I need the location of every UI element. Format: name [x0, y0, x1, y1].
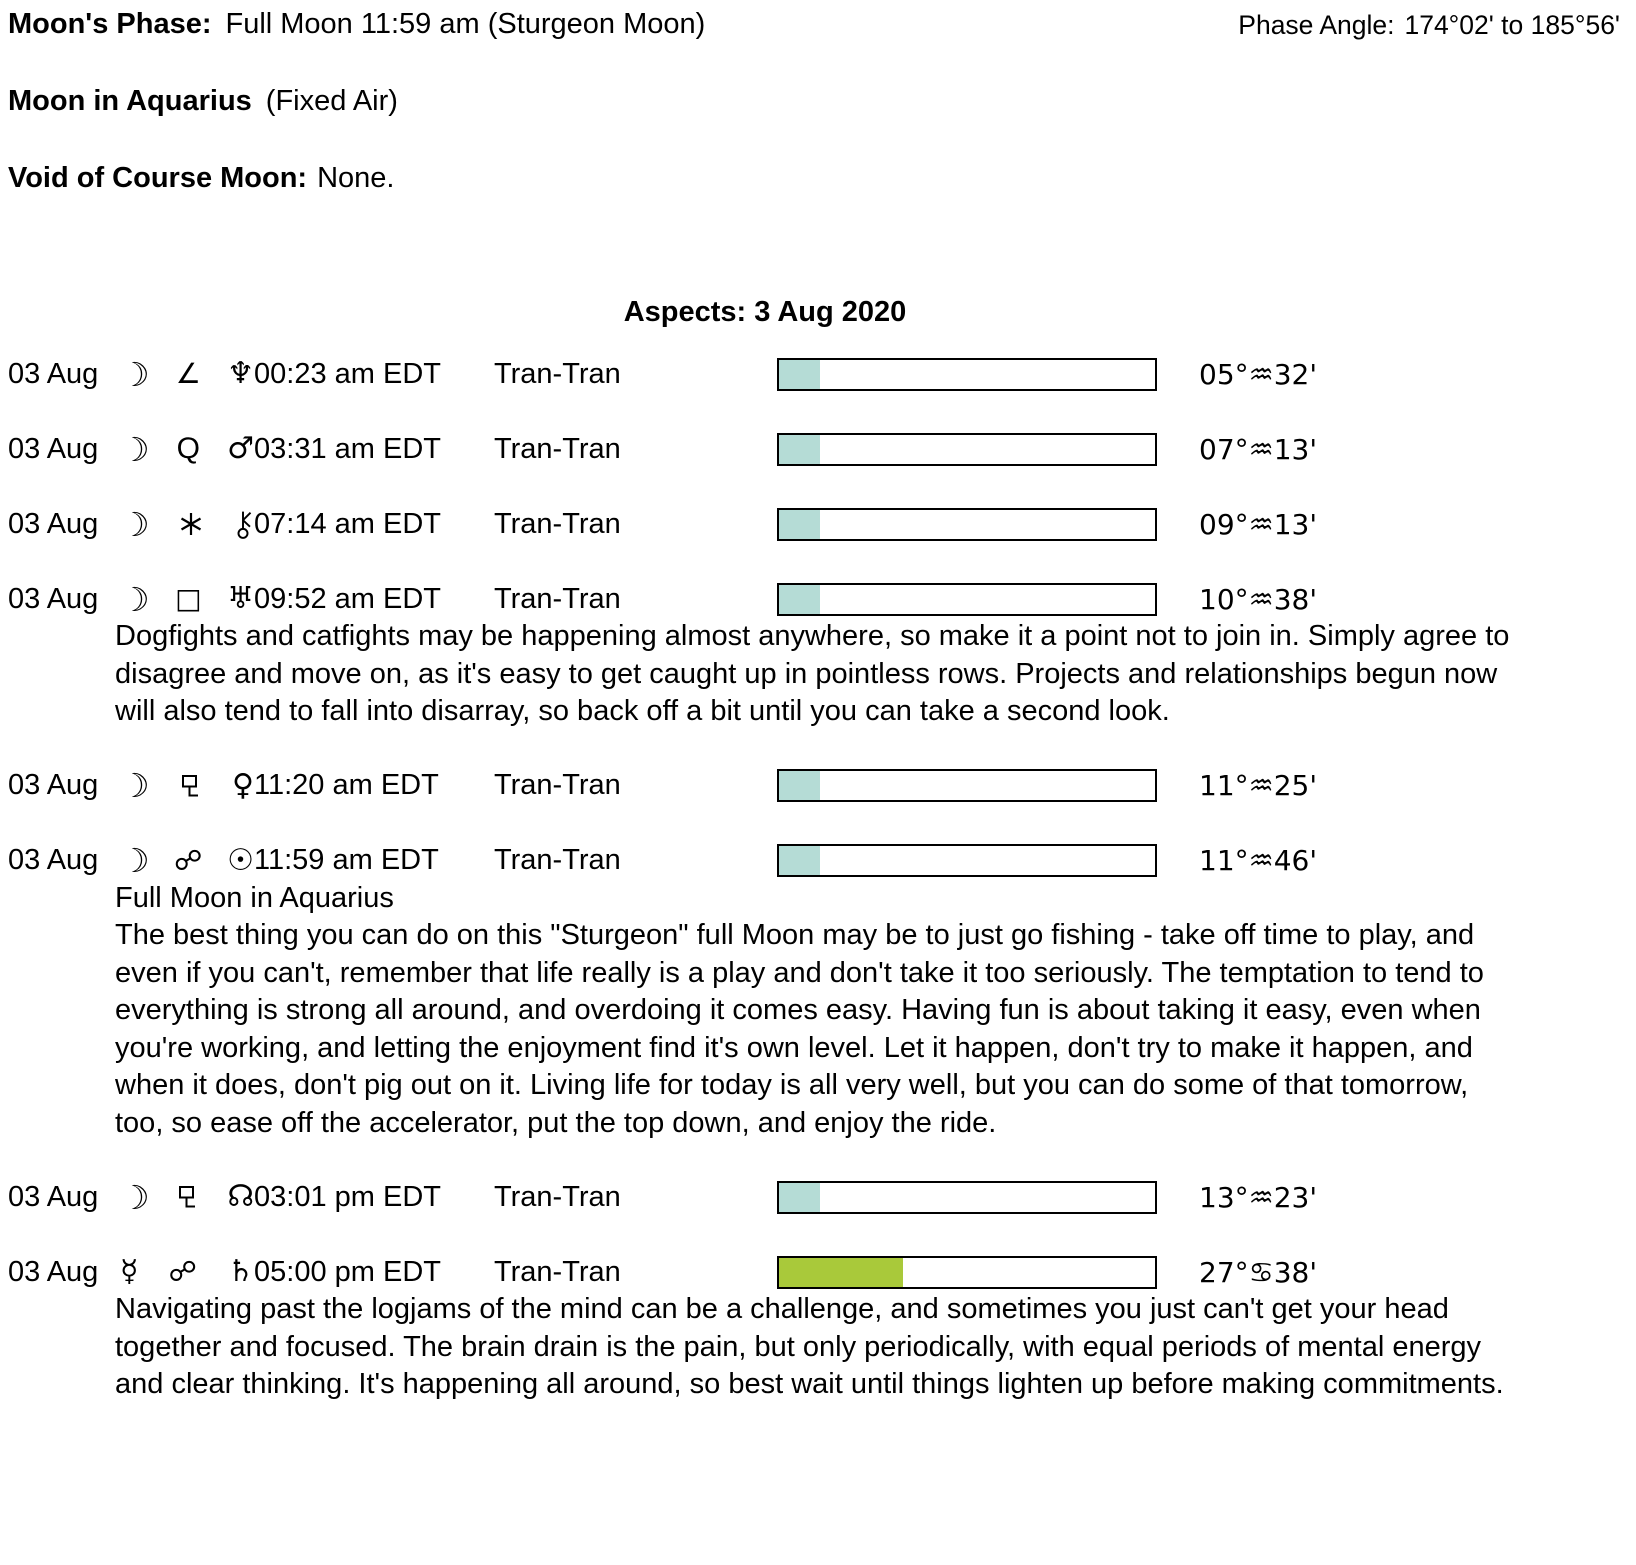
orb-progress-bar	[777, 583, 1157, 616]
orb-progress-fill	[779, 771, 820, 800]
opposition-icon: ☍	[168, 1255, 197, 1288]
phase-angle-label: Phase Angle:	[1238, 10, 1395, 40]
orb-progress-bar	[777, 1181, 1157, 1214]
phase-angle	[1238, 8, 1630, 41]
void-of-course-value: None.	[317, 162, 395, 194]
orb-progress-fill	[779, 1183, 820, 1212]
moons-phase-label: Moon's Phase:	[8, 8, 212, 40]
aspect-degree: 11°♒25'	[1199, 769, 1318, 802]
aspect-row	[0, 430, 1636, 468]
aspect-time: 00:23 am EDT	[254, 357, 441, 390]
orb-progress-fill	[779, 360, 820, 389]
aspect-degree: 10°♒38'	[1199, 582, 1318, 616]
aspect-type: Tran-Tran	[494, 507, 621, 540]
north-node-icon: ☊	[227, 1179, 254, 1214]
aspect-note: Dogfights and catfights may be happening almost anywhere, so make it a point not to join in. Simply agree to disagree and move on, as it's easy to get caught up in pointless rows. Projects and relationships begun now will also tend to fall into disarray, so back off a bit until you can take a second look.	[115, 620, 1510, 727]
chiron-icon	[232, 510, 254, 539]
aspect-symbols	[120, 429, 254, 469]
aspect-symbols	[120, 1254, 254, 1289]
opposition-icon: ☍	[174, 843, 203, 877]
uranus-icon: ♅	[227, 581, 254, 616]
aspect-type: Tran-Tran	[494, 582, 621, 615]
aspect-time: 03:01 pm EDT	[254, 1180, 441, 1213]
aspect-degree: 09°♒13'	[1199, 507, 1318, 541]
orb-progress-bar	[777, 844, 1157, 877]
aspect-time: 09:52 am EDT	[254, 582, 441, 615]
aspect-type: Tran-Tran	[494, 1255, 621, 1288]
orb-progress-fill	[779, 846, 820, 875]
moons-phase	[8, 8, 705, 41]
orb-progress-bar	[777, 769, 1157, 802]
moon-sign-line	[8, 85, 1630, 118]
void-of-course-label: Void of Course Moon:	[8, 162, 308, 194]
phase-angle-value: 174°02' to 185°56'	[1404, 10, 1620, 40]
aspect-note: Navigating past the logjams of the mind can be a challenge, and sometimes you just can't get your head together and focused. The brain drain is the pain, but only periodically, with equal periods of mental energy and clear thinking. It's happening all around, so best wait until things lighten up before making commitments.	[115, 1293, 1504, 1400]
aspect-row	[0, 1253, 1636, 1291]
moon-icon: ☽	[120, 841, 150, 880]
aspect-date: 03 Aug	[8, 432, 99, 465]
aspect-type: Tran-Tran	[494, 1180, 621, 1213]
aspect-symbols	[120, 579, 254, 619]
aspect-row	[0, 767, 1636, 805]
orb-progress-fill	[779, 585, 820, 614]
moon-icon: ☽	[120, 579, 150, 619]
semisquare-icon: ∠	[175, 357, 201, 390]
aspect-row	[0, 505, 1636, 543]
aspect-row	[0, 355, 1636, 393]
orb-progress-fill	[779, 510, 820, 539]
aspect-time: 03:31 am EDT	[254, 432, 441, 465]
orb-progress-fill	[779, 435, 820, 464]
aspect-type: Tran-Tran	[494, 357, 621, 390]
aspect-date: 03 Aug	[8, 1255, 99, 1288]
orb-progress-bar	[777, 508, 1157, 541]
saturn-icon: ♄	[227, 1254, 254, 1289]
aspect-symbols	[120, 504, 254, 544]
sextile-icon	[178, 511, 204, 537]
mercury-icon: ☿	[120, 1254, 139, 1289]
orb-progress-fill	[779, 1258, 903, 1287]
sun-icon: ☉	[227, 842, 254, 878]
aspect-degree: 05°♒32'	[1199, 357, 1318, 391]
aspect-time: 11:59 am EDT	[254, 844, 439, 876]
orb-progress-bar	[777, 433, 1157, 466]
neptune-icon: ♆	[227, 356, 254, 391]
aspect-symbols	[120, 841, 254, 880]
aspect-date: 03 Aug	[8, 357, 99, 390]
aspect-date: 03 Aug	[8, 507, 99, 540]
header-section	[0, 0, 1636, 195]
note-body: The best thing you can do on this "Sturgeon" full Moon may be to just go fishing - take off time to play, and even if you can't, remember that life really is a play and don't take it too seriously. The temptation to tend to everything is strong all around, and overdoing it comes easy. Having fun is about taking it easy, even when you're working, and letting the enjoyment find it's own level. Let it happen, don't try to make it happen, and when it does, don't pig out on it. Living life for today is all very well, but you can do some of that tomorrow, too, so ease off the accelerator, put the top down, and enjoy the ride.	[115, 919, 1484, 1139]
aspect-degree: 07°♒13'	[1199, 432, 1318, 466]
aspect-row	[0, 580, 1636, 618]
moon-icon: ☽	[120, 766, 150, 805]
moons-phase-line	[8, 8, 1630, 41]
moon-icon: ☽	[120, 504, 150, 544]
venus-icon: ♀	[232, 767, 254, 803]
square-aspect-icon: □	[175, 582, 202, 615]
moon-icon: ☽	[120, 1177, 150, 1217]
aspect-row	[0, 842, 1636, 880]
moons-phase-value: Full Moon 11:59 am (Sturgeon Moon)	[225, 8, 706, 40]
moon-icon: ☽	[120, 354, 150, 394]
moon-sign-note: (Fixed Air)	[265, 85, 398, 117]
moon-sign-label: Moon in Aquarius	[8, 85, 252, 117]
aspect-degree: 13°♒23'	[1199, 1180, 1318, 1214]
orb-progress-bar	[777, 358, 1157, 391]
aspect-type: Tran-Tran	[494, 844, 621, 876]
quintile-icon: Q	[176, 432, 201, 465]
sesquiquadrate-icon	[179, 773, 203, 799]
aspect-symbols	[120, 1177, 254, 1217]
aspect-degree: 11°♒46'	[1199, 844, 1318, 877]
aspect-symbols	[120, 766, 254, 805]
aspect-date: 03 Aug	[8, 844, 99, 876]
aspect-date: 03 Aug	[8, 1180, 99, 1213]
void-of-course-line	[8, 162, 1630, 195]
moon-icon: ☽	[120, 429, 150, 469]
aspect-date: 03 Aug	[8, 769, 99, 801]
aspect-time: 11:20 am EDT	[254, 769, 439, 801]
aspect-time: 05:00 pm EDT	[254, 1255, 441, 1288]
aspect-type: Tran-Tran	[494, 769, 621, 801]
aspect-degree: 27°♋38'	[1199, 1255, 1318, 1289]
sesquiquadrate-icon	[176, 1184, 200, 1210]
aspect-type: Tran-Tran	[494, 432, 621, 465]
note-title: Full Moon in Aquarius	[115, 881, 394, 914]
aspect-note	[0, 880, 1510, 1143]
mars-icon: ♂	[227, 431, 254, 466]
aspect-time: 07:14 am EDT	[254, 507, 441, 540]
aspect-date: 03 Aug	[8, 582, 99, 615]
aspect-symbols	[120, 354, 254, 394]
aspect-row	[0, 1178, 1636, 1216]
orb-progress-bar	[777, 1256, 1157, 1289]
aspects-title: Aspects: 3 Aug 2020	[623, 296, 907, 328]
